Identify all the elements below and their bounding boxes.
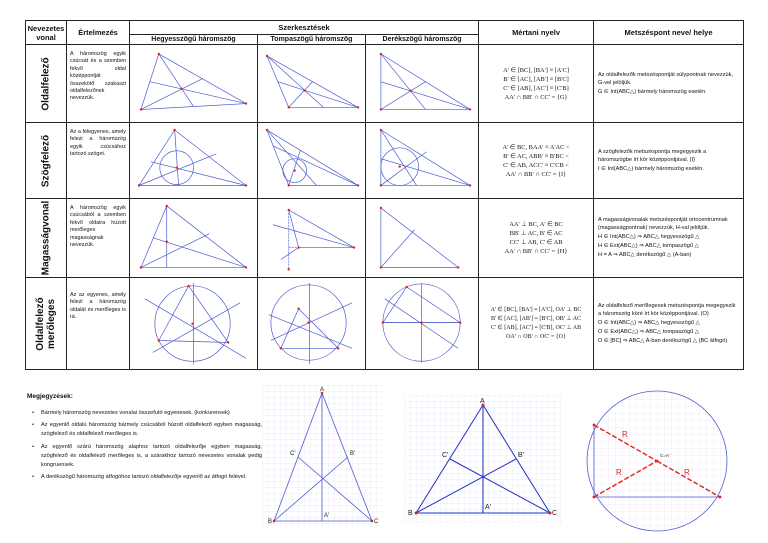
table-row [26,199,744,278]
remarks-list [27,409,262,482]
row-notes: A szögfelezők metszéspontja megegyezik a háromszögbe írt kör középpontjával. {I} I ∈ Int(ABC△) bármely háromszög esetén. [594,123,744,199]
header-math-language: Mértani nyelv [479,21,594,45]
row-math: A' ∈ BC, BAA' ≡ A'AC < B' ∈ AC, ABB' ≡ B'BC < C' ∈ AB, ACC' ≡ C'CB < AA' ∩ BB' ∩ CC' = {I} [479,123,594,199]
row-math: AA' ⊥ BC, A' ∈ BC BB' ⊥ AC, B' ∈ AC CC' ⊥ AB, C' ∈ AB AA' ∩ BB' ∩ CC' = {H} [479,199,594,278]
header-right: Derékszögű háromszög [366,35,479,45]
header-line-name: Nevezetes vonal [26,21,67,45]
row-name: Oldalfelező [40,56,52,111]
figure-right-median [366,45,479,123]
remarks-title: Megjegyzések: [27,393,73,400]
svg-text:R: R [622,430,628,439]
header-definition: Értelmezés [67,21,130,45]
header-intersection: Metszéspont neve/ helye [594,21,744,45]
list-item: • A derékszögű háromszög átfogóhoz tartozó oldalfelezője egyenlő az átfogó felével. [27,473,262,482]
row-notes: Az oldalfelezők metszéspontját súlypontnak nevezzük, G-vel jelöljük. G ∈ Int(ABC△) bármely háromszög esetén. [594,45,744,123]
figure-equilateral [404,395,562,523]
svg-text:B': B' [518,452,525,459]
svg-text:B: B [268,519,273,525]
row-name: Magasságvonal [40,200,52,276]
svg-text:R: R [684,468,690,477]
list-item: • Bármely háromszög nevezetes vonalai összefutó egyenesek. (konkurensek) [27,409,262,418]
row-math: A' ∈ [BC], [BA'] ≡ [A'C], OA' ⊥ BC B' ∈ [AC], [AB'] ≡ [B'C], OB' ⊥ AC C' ∈ [AB], [AC'] ≡ [C'B], OC' ⊥ AB OA' ∩ OB' ∩ OC' = {O} [479,278,594,370]
table-row [26,45,744,123]
figure-acute-altitude [130,199,258,278]
row-definition: Az az egyenes, amely felezi a háromszög oldalát és merőleges is rá. [67,278,130,370]
svg-text:C: C [374,519,379,525]
row-name-cell [26,199,67,278]
row-notes: A magasságvonalak metszéspontját ortocentrumnak (magasságpontnak) nevezzük, H-val jelöljük. H ∈ Int(ABC△) ⇒ ABC△ hegyesszögű △ H ∈ Ext(ABC△) ⇒ ABC△ tompaszögű △ H = A ⇒ ABC△ derékszögű △ (A-ban) [594,199,744,278]
list-item: • Az egyenlő szárú háromszög alaphoz tartozó oldalfelezője egyben magasság, szögfelező és oldalfelező merőleges is, a szárakhoz tartozó nevezetes vonalak pedig kongruensek. [27,443,262,471]
figure-obtuse-altitude [258,199,366,278]
figure-obtuse-median [258,45,366,123]
summary-table [25,20,744,370]
figure-acute-perpendicular [130,278,258,370]
svg-text:C: C [552,510,558,517]
figure-acute-bisector [130,123,258,199]
row-definition: A háromszög egyik csúcsából a szemben fekvő oldalra húzott merőleges magasságnak nevezzük. [67,199,130,278]
svg-text:A: A [320,387,325,393]
svg-text:B': B' [350,451,356,457]
svg-text:C': C' [442,452,449,459]
figure-right-bisector [366,123,479,199]
svg-text:A: A [480,398,485,405]
svg-text:A': A' [324,513,330,519]
remarks-section [27,393,262,485]
figure-obtuse-perpendicular [258,278,366,370]
svg-text:C': C' [290,451,296,457]
figure-right-circumcircle [566,385,748,535]
header-acute: Hegyesszögű háromszög [130,35,258,45]
row-definition: A háromszög egyik csúcsát és a szemben fekvő oldal középpontját összekötő szakaszt oldalfelezőnek nevezzük. [67,45,130,123]
svg-text:A': A' [485,504,492,511]
svg-text:C=A': C=A' [660,453,670,458]
figure-right-perpendicular [366,278,479,370]
figure-right-altitude [366,199,479,278]
row-name: Szögfelező [40,134,52,187]
table-row [26,123,744,199]
row-notes: Az oldalfelező merőlegesek metszéspontja megegyezik a háromszög köré írt kör középpontjával. (O) O ∈ Int(ABC△) ⇒ ABC△ hegyesszögű △ O ∈ Ext(ABC△) ⇒ ABC△ tompaszögű △ O ∈ [BC] ⇒ ABC△ A-ban derékszögű △ (BC átfogó) [594,278,744,370]
table-row [26,278,744,370]
figure-isosceles [262,385,382,528]
figure-acute-median [130,45,258,123]
svg-text:B: B [408,510,413,517]
row-name: Oldalfelező merőleges [35,296,57,351]
row-name-cell [26,278,67,370]
row-name-cell [26,123,67,199]
row-name-cell [26,45,67,123]
row-definition: Az a félegyenes, amely felezi a háromszög egyik csúcsához tartozó szöget. [67,123,130,199]
header-obtuse: Tompaszögű háromszög [258,35,366,45]
figure-obtuse-bisector [258,123,366,199]
list-item: • Az egyenlő oldalú háromszög bármely csúcsából húzott oldalfelező egyben magasság, szögfelező és oldalfelező merőleges is. [27,421,262,439]
row-math: A' ∈ [BC], [BA'] ≡ [A'C] B' ∈ [AC], [AB'] ≡ [B'C] C' ∈ [AB], [AC'] ≡ [C'B] AA' ∩ BB' ∩ CC' = {G} [479,45,594,123]
header-constructions: Szerkesztések [130,21,479,35]
svg-text:R: R [616,468,622,477]
